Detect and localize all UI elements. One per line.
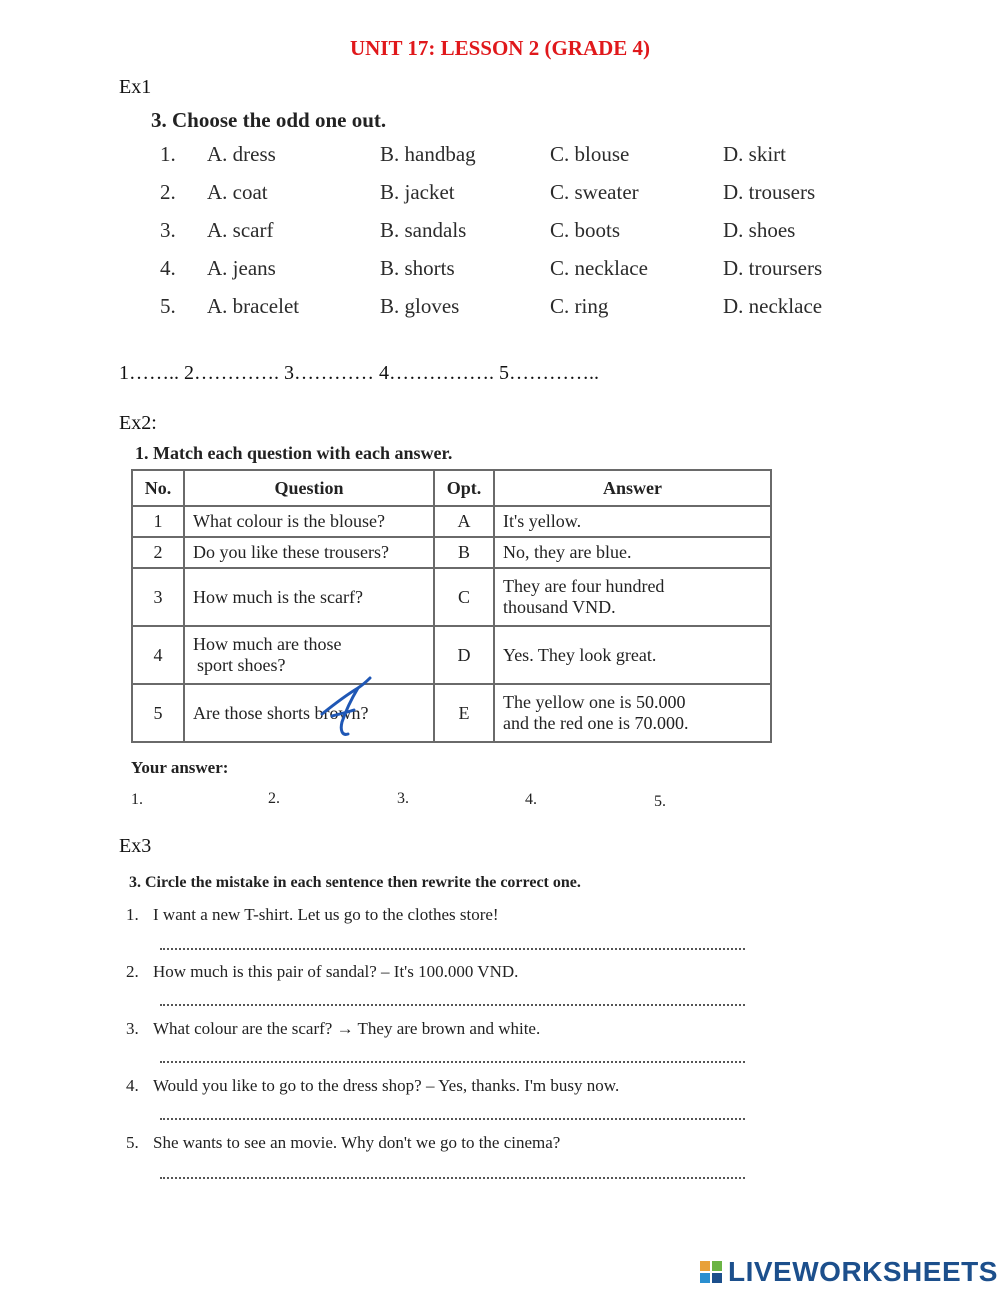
answer-cell [494, 537, 771, 568]
option-letter: C [434, 568, 494, 626]
answer-number[interactable]: 3. [397, 790, 409, 807]
table-row [132, 568, 771, 626]
ex1-number: 2. [160, 180, 176, 204]
ex3-item-number: 2. [126, 962, 139, 981]
answer-text-line2: and the red one is 70.000. [503, 713, 689, 733]
ex1-heading: 3. Choose the odd one out. [151, 108, 387, 132]
question-text: Do you like these trousers? [193, 542, 389, 562]
row-number: 2 [132, 537, 184, 568]
column-header-answer: Answer [494, 470, 771, 506]
ex1-label: Ex1 [119, 76, 152, 98]
ex3-item [126, 1019, 540, 1039]
table-header-row [132, 470, 771, 506]
column-header-opt: Opt. [434, 470, 494, 506]
answer-text-line2: thousand VND. [503, 597, 616, 617]
rewrite-line[interactable] [160, 1118, 745, 1120]
table-row [132, 537, 771, 568]
answer-number[interactable]: 4. [525, 791, 537, 808]
ex3-item-number: 5. [126, 1133, 139, 1152]
question-text: How much is the scarf? [193, 586, 363, 607]
rewrite-line[interactable] [160, 1004, 745, 1006]
row-number: 5 [132, 684, 184, 742]
ex1-option-c: C. sweater [550, 180, 639, 204]
ex3-item-number: 4. [126, 1076, 139, 1095]
answer-cell [494, 568, 771, 626]
ex1-option-c: C. boots [550, 218, 621, 242]
option-letter: B [434, 537, 494, 568]
ex1-answer-line[interactable]: 1…….. 2…………. 3………… 4……………. 5………….. [119, 362, 599, 384]
match-table [131, 469, 772, 743]
question-text: Are those shorts brown? [193, 702, 369, 723]
question-text-line2: sport shoes? [197, 655, 286, 675]
ex1-option-a: A. coat [207, 180, 268, 204]
answer-text: It's yellow. [503, 511, 582, 531]
question-text: How much are those [193, 634, 342, 654]
option-letter: E [434, 684, 494, 742]
logo-square [712, 1261, 722, 1271]
option-letter: D [434, 626, 494, 684]
row-number: 3 [132, 568, 184, 626]
ex1-option-b: B. gloves [380, 294, 460, 318]
question-cell [184, 626, 434, 684]
question-cell [184, 568, 434, 626]
ex3-item-number: 3. [126, 1019, 139, 1038]
ex1-option-d: D. troursers [723, 256, 823, 280]
ex1-option-a: A. jeans [207, 256, 276, 280]
ex1-option-c: C. blouse [550, 142, 630, 166]
ex1-option-b: B. shorts [380, 256, 455, 280]
ex1-option-d: D. shoes [723, 218, 796, 242]
ex1-option-a: A. bracelet [207, 294, 300, 318]
ex1-option-b: B. sandals [380, 218, 467, 242]
question-text: What colour is the blouse? [193, 511, 385, 531]
row-number: 1 [132, 506, 184, 537]
question-cell [184, 684, 434, 742]
ex1-option-d: D. skirt [723, 142, 786, 166]
ex3-item-text: How much is this pair of sandal? – It's 100.000 VND. [153, 962, 519, 981]
ex3-item-text: What colour are the scarf? → They are brown and white. [153, 1019, 541, 1038]
logo-text: LIVEWORKSHEETS [728, 1256, 998, 1287]
rewrite-line[interactable] [160, 1177, 745, 1179]
logo-squares-icon [700, 1261, 722, 1283]
liveworksheets-logo [700, 1254, 998, 1290]
ex1-option-d: D. necklace [723, 294, 823, 318]
ex1-option-d: D. trousers [723, 180, 816, 204]
option-letter: A [434, 506, 494, 537]
column-header-question: Question [184, 470, 434, 506]
ex1-number: 1. [160, 142, 176, 166]
answer-number[interactable]: 1. [131, 791, 143, 808]
logo-square [712, 1273, 722, 1283]
ex3-heading: 3. Circle the mistake in each sentence then rewrite the correct one. [129, 874, 581, 891]
ex1-number: 5. [160, 294, 176, 318]
rewrite-line[interactable] [160, 948, 745, 950]
ex3-item-text: She wants to see an movie. Why don't we go to the cinema? [153, 1133, 561, 1152]
handwritten-mark [318, 676, 378, 740]
logo-square [700, 1261, 710, 1271]
table-row [132, 626, 771, 684]
table-row [132, 506, 771, 537]
ex3-item-text: Would you like to go to the dress shop? – Yes, thanks. I'm busy now. [153, 1076, 620, 1095]
rewrite-line[interactable] [160, 1061, 745, 1063]
answer-number[interactable]: 2. [268, 790, 280, 807]
answer-number[interactable]: 5. [654, 793, 666, 810]
column-header-no: No. [132, 470, 184, 506]
ex1-option-c: C. necklace [550, 256, 648, 280]
ex2-label: Ex2: [119, 412, 157, 434]
question-cell [184, 537, 434, 568]
ex1-option-a: A. dress [207, 142, 276, 166]
ex3-item [126, 1076, 619, 1096]
your-answer-label: Your answer: [131, 758, 229, 777]
answer-text: No, they are blue. [503, 542, 632, 562]
ex1-number: 4. [160, 256, 176, 280]
logo-square [700, 1273, 710, 1283]
ex3-item-number: 1. [126, 905, 139, 924]
pen-stroke [322, 678, 370, 734]
answer-text: The yellow one is 50.000 [503, 692, 686, 712]
ex2-heading: 1. Match each question with each answer. [135, 443, 453, 463]
answer-text: They are four hundred [503, 576, 665, 596]
answer-text: Yes. They look great. [503, 644, 657, 665]
ex1-option-a: A. scarf [207, 218, 274, 242]
ex3-label: Ex3 [119, 835, 152, 857]
table-row [132, 684, 771, 742]
ex3-item [126, 1133, 560, 1153]
question-cell [184, 506, 434, 537]
answer-cell [494, 626, 771, 684]
ex3-item [126, 962, 518, 982]
row-number: 4 [132, 626, 184, 684]
ex3-item [126, 905, 499, 925]
ex1-number: 3. [160, 218, 176, 242]
ex1-option-c: C. ring [550, 294, 609, 318]
answer-cell [494, 684, 771, 742]
ex1-option-b: B. handbag [380, 142, 476, 166]
answer-cell [494, 506, 771, 537]
page-title: UNIT 17: LESSON 2 (GRADE 4) [349, 36, 651, 60]
ex3-item-text: I want a new T-shirt. Let us go to the clothes store! [153, 905, 499, 924]
ex1-option-b: B. jacket [380, 180, 455, 204]
